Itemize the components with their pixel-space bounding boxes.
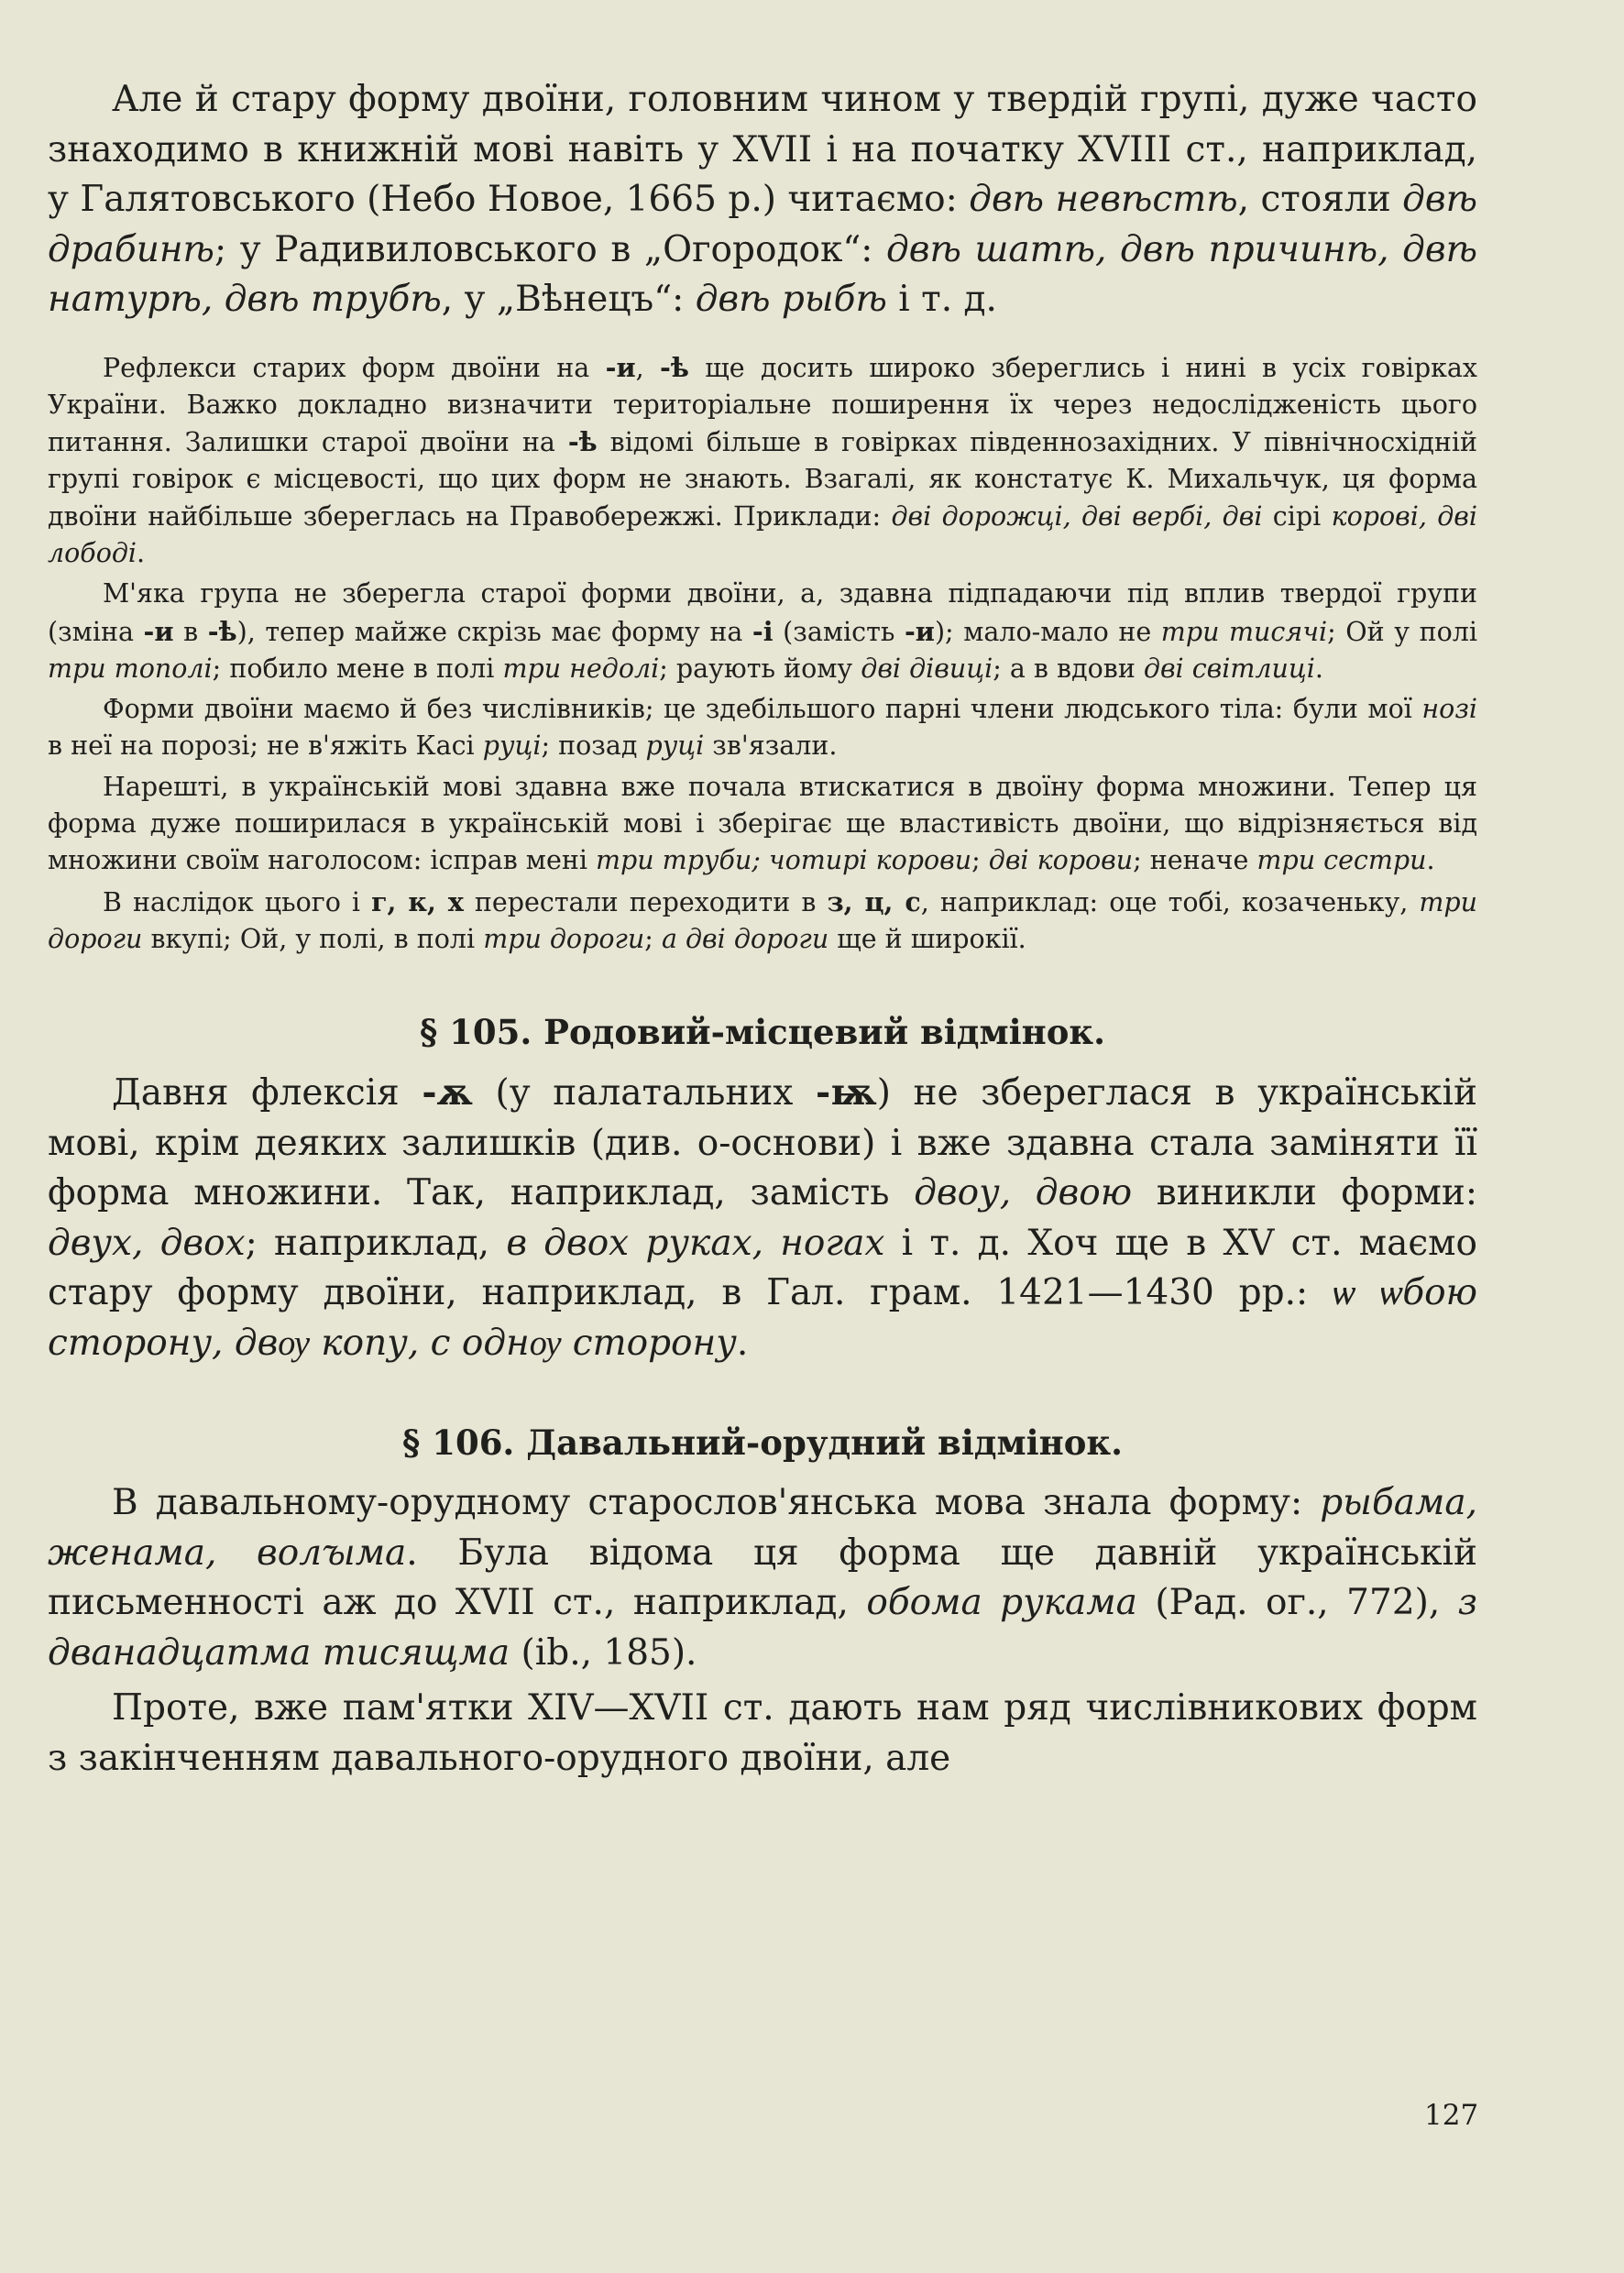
section-106-text — [48, 1478, 1477, 1678]
text: Форми двоїни маємо й без числівників; це здебільшого парні члени людського тіла: були мої — [103, 694, 1422, 725]
text: ще досить широко збереглись і нині в усіх говірках України. Важко докладно визначити територіальне поширення їх через недослідженість цього питання. Залишки старої двоїни на — [48, 352, 1477, 458]
example: нозі — [1421, 694, 1477, 725]
example: три труби; чотирі корови — [596, 845, 972, 876]
ending: -ѣ — [207, 615, 237, 647]
text: Рефлекси старих форм двоїни на — [103, 352, 606, 383]
text: ще й широкії. — [828, 923, 1026, 954]
text: . — [1314, 653, 1323, 684]
paragraph-dual-old-form — [48, 75, 1477, 325]
example: три тисячі — [1160, 616, 1328, 647]
text: ; побило мене в полі — [212, 653, 503, 684]
text: ; позад — [541, 730, 646, 762]
text: в — [173, 616, 208, 647]
text: Але й стару форму двоїни, головним чином у твердій групі, дуже часто знаходимо в книжній мові навіть у XVII і на початку XVIII ст., наприклад, у Галятовського (Небо Новое, 1665 р.) читаємо: — [48, 79, 1477, 220]
text: відомі більше в говірках південнозахідних. У північносхідній групі говірок є місцевості, що цих форм не знають. Взагалі, як констатує К. Михальчук, ця форма двоїни найбільше збереглась на Правобережжі. Приклади: — [48, 427, 1477, 532]
example: три сестри — [1256, 845, 1427, 876]
letters: г, к, х — [371, 885, 464, 917]
ending: -ѫ — [422, 1071, 473, 1115]
example: дві дорожці, дві вербі, дві — [891, 500, 1263, 532]
note-body-parts — [48, 691, 1477, 765]
example: двѣ невѣстѣ — [969, 179, 1238, 220]
text: ) не збереглася в українській мові, крім деяких залишків (див. о-основи) і вже здавна стала заміняти її форма множини. Так, наприклад, замість — [48, 1072, 1478, 1214]
text: , у „Вѣнецъ“: — [441, 279, 696, 320]
example: три недолі — [502, 653, 660, 684]
text: виникли форми: — [1132, 1172, 1477, 1214]
text: ; неначе — [1133, 845, 1257, 876]
page-number: 127 — [1424, 2099, 1479, 2132]
ending: -і — [752, 615, 774, 647]
text: , стояли — [1237, 179, 1403, 220]
example: обома рукама — [866, 1582, 1137, 1624]
example: руці — [645, 730, 705, 762]
text: ), тепер майже скрізь має форму на — [236, 616, 752, 647]
example: з дванадцатма тисящма — [48, 1582, 1478, 1674]
text: Нарешті, в українській мові здавна вже почала втискатися в двоїну форма множини. Тепер ця форма дуже поширилася в українській мові і зберігає ще властивість двоїни, що відрізняється від множини своїм наголосом: iсправ мені — [48, 771, 1477, 876]
example: а дві дороги — [661, 923, 829, 954]
note-consonants — [48, 884, 1477, 959]
text: ; — [644, 923, 662, 954]
text: ; — [971, 845, 989, 876]
example: дві світлиці — [1143, 653, 1315, 684]
ending: -и — [605, 351, 636, 383]
text: М'яка група не зберегла старої форми двоїни, а, здавна підпадаючи під вплив твердої групи (зміна — [48, 578, 1477, 647]
example: корові, дві лободі — [48, 500, 1478, 568]
note-plural-intrusion — [48, 769, 1477, 880]
text: . Була відома ця форма ще давній українській письменності аж до XVII ст., наприклад, — [48, 1532, 1477, 1624]
letters: з, ц, с — [827, 885, 921, 917]
text: в неї на порозі; не в'яжіть Касі — [48, 730, 483, 762]
text: (замість — [773, 616, 905, 647]
example: в двох руках, ногах — [506, 1222, 885, 1264]
example: руці — [482, 730, 542, 762]
ending: -ѣ — [660, 351, 689, 383]
text: зв'язали. — [704, 730, 838, 762]
example: двѣ драбинѣ — [48, 179, 1477, 270]
example: двух, двох — [48, 1222, 246, 1264]
ending: -ѭ — [815, 1071, 877, 1115]
text: перестали переходити в — [463, 886, 828, 917]
example: дві корови — [988, 845, 1134, 876]
ending: -ѣ — [567, 426, 598, 458]
note-soft-group — [48, 576, 1477, 687]
example: рыбама, женама, волꙑма — [48, 1482, 1477, 1574]
text: . — [1426, 845, 1435, 876]
example: три дороги — [483, 923, 645, 954]
ending: -и — [143, 615, 174, 647]
example: три тополі — [48, 653, 213, 684]
text: вкупі; Ой, у полі, в полі — [142, 923, 484, 954]
section-105-text — [48, 1068, 1477, 1368]
example: три дороги — [48, 886, 1477, 954]
text: Давня флексія — [112, 1072, 422, 1115]
text: ; наприклад, — [245, 1222, 507, 1264]
text: В наслідок цього і — [103, 886, 372, 917]
section-106-text-continued: Проте, вже пам'ятки XIV—XVII ст. дають нам ряд числівникових форм з закінченням давального-орудного двоїни, але — [48, 1687, 1477, 1779]
section-106-heading: § 106. Давальний-орудний відмінок. — [401, 1422, 1124, 1464]
text: сірі — [1262, 500, 1332, 532]
text: ; раують йому — [659, 653, 861, 684]
text: і т. д. — [886, 279, 997, 320]
text: (ib., 185). — [510, 1631, 697, 1674]
text: (у палатальних — [472, 1072, 816, 1115]
example: ѡ ѡбою сторону, двѹ копу, с однѹ сторону — [48, 1272, 1477, 1364]
example: дві дівиці — [861, 653, 993, 684]
text: і т. д. Хоч ще в XV ст. маємо стару форму двоїни, наприклад, в Гал. грам. 1421—1430 рр.: — [48, 1222, 1477, 1314]
text: ); мало-мало не — [934, 616, 1161, 647]
example: двѣ шатѣ, двѣ причинѣ, двѣ натурѣ, двѣ трубѣ — [48, 228, 1477, 320]
note-reflexes — [48, 349, 1477, 573]
example: двѣ рыбѣ — [695, 279, 887, 320]
text: В давальному-орудному старослов'янська мова знала форму: — [112, 1482, 1321, 1524]
text: ; у Радивиловського в „Огородок“: — [214, 228, 887, 270]
text: (Рад. ог., 772), — [1136, 1582, 1458, 1624]
text: ; Ой у полі — [1327, 616, 1477, 647]
example: двоу, двою — [914, 1172, 1133, 1214]
section-105-heading: § 105. Родовий-місцевий відмінок. — [419, 1012, 1106, 1053]
text: , наприклад: оце тобі, козаченьку, — [920, 886, 1420, 917]
text: , — [635, 352, 661, 383]
text: . — [137, 537, 146, 568]
ending: -и — [904, 615, 935, 647]
text: ; а в вдови — [993, 653, 1144, 684]
text: . — [736, 1322, 749, 1364]
page-body — [48, 75, 1477, 1784]
